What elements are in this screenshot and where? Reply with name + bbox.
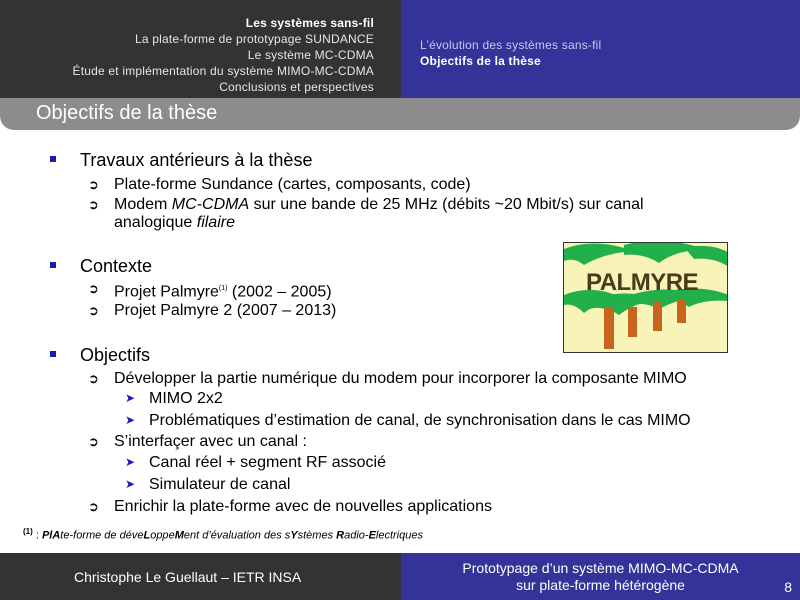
list-item-label: Objectifs — [80, 345, 151, 365]
square-bullet-icon — [50, 156, 56, 162]
list-subsubitem: ➤ Canal réel + segment RF associé — [125, 454, 386, 471]
frame-title: Objectifs de la thèse — [36, 102, 218, 124]
square-bullet-icon — [50, 262, 56, 268]
footnote: $^{(1)}$ : PlAte-forme de déveLoppeMent d’évaluation des sYstèmes Radio-Electriques — [23, 527, 423, 542]
list-subsubitem: ➤ Problématiques d’estimation de canal, de synchronisation dans le cas MIMO — [125, 412, 691, 429]
list-item-travaux — [80, 150, 312, 171]
list-subsubitem: ➤ Simulateur de canal — [125, 476, 291, 493]
arrow-bullet-icon: ➲ — [88, 371, 99, 386]
footer-title-line2: sur plate-forme hétérogène — [516, 577, 685, 593]
square-bullet-icon — [50, 351, 56, 357]
nav-section-3[interactable]: Le système MC-CDMA — [247, 48, 374, 62]
triangle-bullet-icon: ➤ — [125, 455, 136, 469]
palm-trees-logo-icon — [564, 243, 728, 353]
list-subitem: ➲ S’interfaçer avec un canal : — [88, 433, 307, 450]
list-subsubitem: ➤ MIMO 2x2 — [125, 390, 223, 407]
triangle-bullet-icon: ➤ — [125, 391, 136, 405]
list-subitem: ➲ Projet Palmyre 2 (2007 – 2013) — [88, 302, 337, 319]
arrow-bullet-icon: ➲ — [88, 434, 99, 449]
nav-subsection-1[interactable]: L’évolution des systèmes sans-fil — [420, 38, 602, 52]
nav-section-4[interactable]: Étude et implémentation du système MIMO-MC-CDMA — [72, 64, 374, 78]
subsection-navigation — [401, 0, 800, 98]
nav-section-2[interactable]: La plate-forme de prototypage SUNDANCE — [134, 32, 374, 46]
logo-text: PALMYRE — [586, 269, 699, 296]
footnote-reference: (1) — [218, 285, 228, 292]
list-subitem-label: Plate-forme Sundance (cartes, composants, code) — [114, 176, 471, 193]
section-navigation — [0, 0, 401, 98]
footer-author-bar — [0, 553, 401, 600]
arrow-bullet-icon: ➲ — [88, 499, 99, 514]
list-subitem: ➲ Développer la partie numérique du modem pour incorporer la composante MIMO — [88, 370, 687, 387]
list-item-contexte — [80, 256, 152, 277]
triangle-bullet-icon: ➤ — [125, 413, 136, 427]
footer-title-line1: Prototypage d’un système MIMO-MC-CDMA — [462, 560, 739, 576]
page-number: 8 — [784, 579, 792, 595]
list-item-objectifs — [80, 345, 150, 366]
list-subitem — [88, 176, 471, 194]
arrow-bullet-icon: ➲ — [88, 303, 99, 318]
palmyre-logo — [563, 242, 728, 353]
list-item-label: Contexte — [80, 256, 153, 276]
list-subitem: ➲ Projet Palmyre$^{(1)}$ (2002 – 2005) — [88, 281, 332, 301]
list-item-label: Travaux antérieurs à la thèse — [80, 150, 313, 170]
footer-author: Christophe Le Guellaut – IETR INSA — [74, 569, 302, 585]
arrow-bullet-icon: ➲ — [88, 281, 99, 296]
nav-subsection-2[interactable]: Objectifs de la thèse — [420, 54, 541, 68]
footer-title-bar — [401, 553, 800, 600]
nav-section-5[interactable]: Conclusions et perspectives — [219, 80, 374, 94]
nav-section-1[interactable]: Les systèmes sans-fil — [245, 16, 374, 30]
arrow-bullet-icon: ➲ — [88, 177, 99, 192]
triangle-bullet-icon: ➤ — [125, 477, 136, 491]
arrow-bullet-icon: ➲ — [88, 197, 99, 212]
frame-title-bar — [0, 98, 800, 130]
list-subitem: ➲ Modem MC-CDMA sur une bande de 25 MHz (débits ~20 Mbit/s) sur canal analogique filaire — [88, 196, 644, 231]
list-subitem: ➲ Enrichir la plate-forme avec de nouvelles applications — [88, 498, 492, 515]
